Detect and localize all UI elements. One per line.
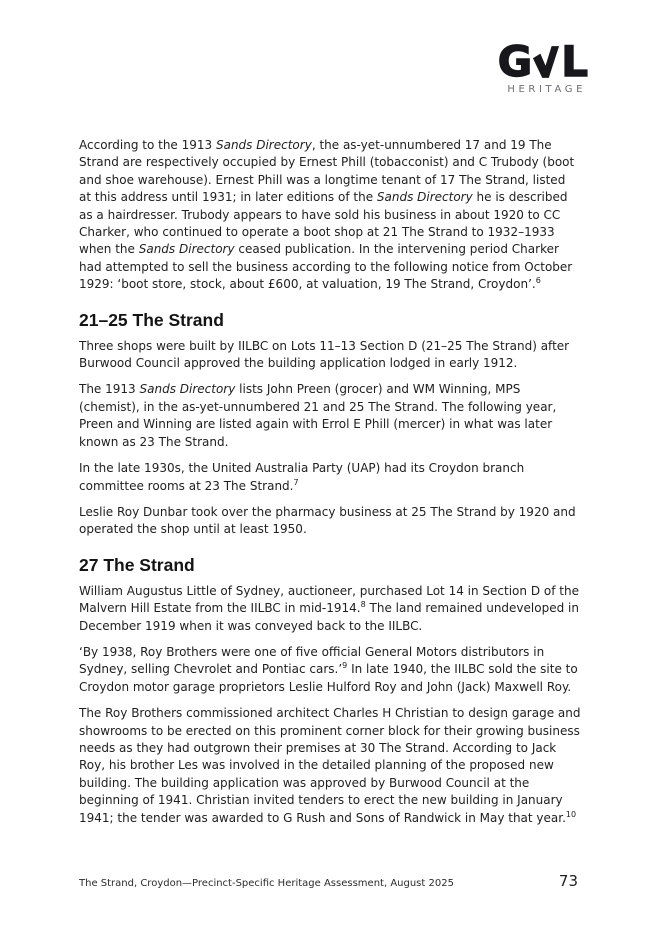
logo-letter-g: G [497, 37, 531, 86]
text-run: The 1913 [79, 382, 140, 397]
logo-wordmark [496, 37, 586, 86]
text-run: Sands Directory [376, 190, 473, 205]
text-run: William Augustus Little of Sydney, auctioneer, purchased Lot 14 in Section D of the Malvern Hill Estate from the IILBC in mid-1914. [79, 583, 579, 616]
section-21-25-the-strand [79, 311, 581, 539]
gml-heritage-logo [496, 37, 586, 95]
section-heading: 21–25 The Strand [79, 309, 224, 330]
text-run: ceased publication. In the intervening period Charker had attempted to sell the business according to the following notice from October 1929: ‘boot store, stock, about £600, at valuation, 19 The Strand, Croydon’. [79, 242, 573, 292]
text-run: ‘By 1938, Roy Brothers were one of five official General Motors distributors in Sydney, selling Chevrolet and Pontiac cars.’ [79, 644, 545, 677]
footnote-reference: 7 [293, 477, 299, 487]
section-heading: 27 The Strand [79, 554, 195, 575]
paragraph [79, 338, 581, 373]
footnote-reference: 6 [535, 276, 541, 286]
text-run: According to the 1913 [79, 138, 216, 152]
text-run: The Roy Brothers commissioned architect Charles H Christian to design garage and showrooms to be erected on this prominent corner block for their growing business needs as they had outgrown their premises at 30 The Strand. According to Jack Roy, his brother Les was involved in the detailed planning of the proposed new building. The building application was approved by Burwood Council at the beginning of 1941. Christian invited tenders to erect the new building in January 1941; the tender was awarded to G Rush and Sons of Randwick in May that year. [79, 706, 581, 825]
text-run: , the as-yet-unnumbered 17 and 19 The Strand are respectively occupied by Ernest Phill (tobacconist) and C Trubody (boot and shoe warehouse). Ernest Phill was a longtime tenant of 17 The Strand, listed at this address until 1931; in later editions of the [79, 138, 575, 205]
section-27-the-strand [79, 556, 581, 827]
text-run: Sands Directory [138, 242, 235, 257]
footnote-reference: 10 [565, 809, 577, 819]
section-intro [79, 137, 581, 294]
paragraph [79, 644, 581, 696]
paragraph [79, 381, 581, 451]
document-body [79, 137, 581, 836]
page-number: 73 [558, 872, 578, 890]
logo-letter-l: L [561, 37, 586, 86]
footer-document-title: The Strand, Croydon—Precinct-Specific Heritage Assessment, August 2025 [79, 878, 454, 889]
paragraph [79, 137, 581, 294]
text-run: Sands Directory [215, 138, 312, 152]
text-run: In the late 1930s, the United Australia Party (UAP) had its Croydon branch committee rooms at 23 The Strand. [79, 461, 525, 493]
paragraph [79, 460, 581, 495]
text-run: In late 1940, the IILBC sold the site to Croydon motor garage proprietors Leslie Hulford Roy and John (Jack) Maxwell Roy. [79, 662, 578, 694]
footnote-reference: 8 [360, 600, 366, 610]
paragraph [79, 583, 581, 635]
text-run: he is described as a hairdresser. Trubody appears to have sold his business in about 1920 to CC Charker, who continued to operate a boot shop at 21 The Strand to 1932–1933 when the [79, 190, 568, 257]
text-run: The land remained undeveloped in December 1919 when it was conveyed back to the IILBC. [79, 601, 579, 633]
footnote-reference: 9 [342, 661, 348, 671]
text-run: Three shops were built by IILBC on Lots 11–13 Section D (21–25 The Strand) after Burwood Council approved the building application lodged in early 1912. [79, 338, 570, 371]
paragraph [79, 504, 581, 539]
logo-m-glyph [532, 45, 560, 79]
paragraph [79, 705, 581, 827]
text-run: Leslie Roy Dunbar took over the pharmacy business at 25 The Strand by 1920 and operated the shop until at least 1950. [79, 504, 576, 537]
logo-heritage-label: HERITAGE [507, 84, 586, 95]
text-run: lists John Preen (grocer) and WM Winning, MPS (chemist), in the as-yet-unnumbered 21 and 25 The Strand. The following year, Preen and Winning are listed again with Errol E Phill (mercer) in what was later known as 23 The Strand. [79, 382, 557, 449]
text-run: Sands Directory [139, 382, 236, 397]
page-footer [79, 872, 578, 890]
